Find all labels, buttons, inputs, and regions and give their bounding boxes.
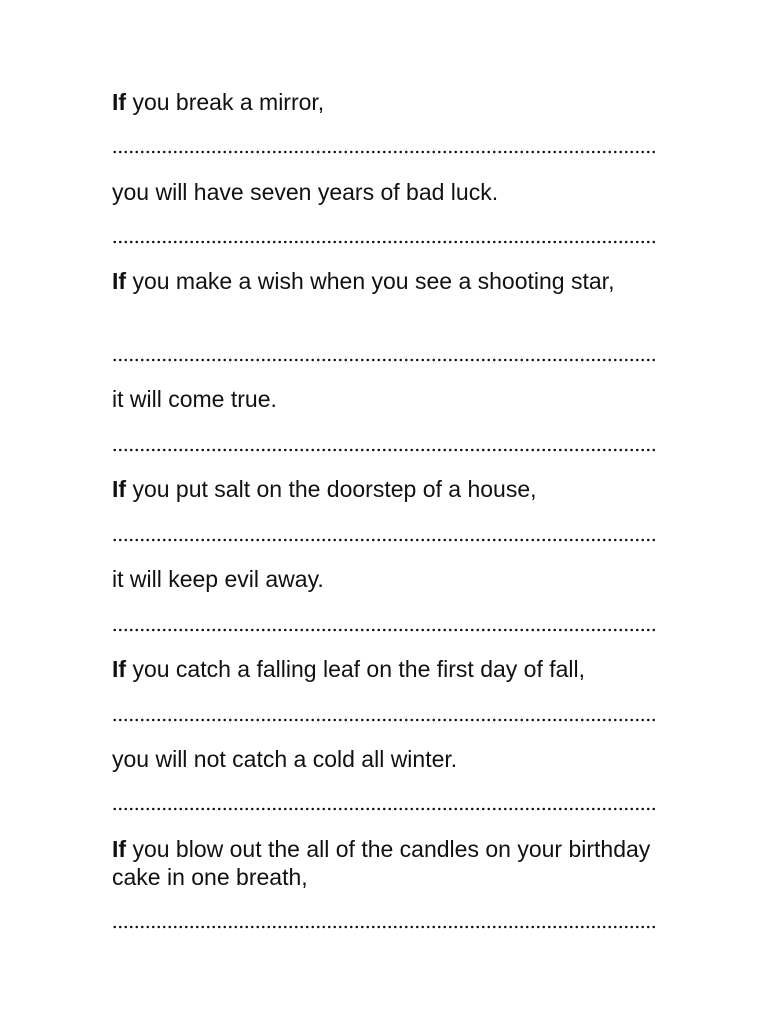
result-line-4: you will not catch a cold all winter. bbox=[112, 746, 458, 772]
if-keyword: If bbox=[112, 836, 127, 862]
condition-text-3: you put salt on the doorstep of a house, bbox=[126, 476, 537, 502]
condition-line-5 bbox=[112, 835, 657, 891]
if-keyword: If bbox=[112, 476, 127, 502]
condition-text-2: you make a wish when you see a shooting star, bbox=[126, 268, 615, 294]
answer-blank-9 bbox=[112, 925, 657, 929]
if-keyword: If bbox=[112, 89, 127, 115]
answer-blank-4 bbox=[112, 448, 657, 452]
condition-line-4 bbox=[112, 655, 657, 683]
condition-line-3 bbox=[112, 475, 657, 503]
answer-blank-1 bbox=[112, 150, 657, 154]
result-line-2: it will come true. bbox=[112, 386, 277, 412]
result-line-1: you will have seven years of bad luck. bbox=[112, 179, 499, 205]
answer-blank-6 bbox=[112, 628, 657, 632]
answer-blank-2 bbox=[112, 240, 657, 244]
condition-text-4: you catch a falling leaf on the first day of fall, bbox=[126, 656, 586, 682]
answer-blank-8 bbox=[112, 807, 657, 811]
answer-blank-7 bbox=[112, 718, 657, 722]
answer-blank-5 bbox=[112, 538, 657, 542]
if-keyword: If bbox=[112, 656, 127, 682]
answer-blank-3 bbox=[112, 358, 657, 362]
condition-line-2 bbox=[112, 267, 657, 295]
condition-line-1 bbox=[112, 88, 657, 116]
condition-text-1: you break a mirror, bbox=[126, 89, 325, 115]
condition-text-5: you blow out the all of the candles on your birthday cake in one breath, bbox=[112, 836, 651, 890]
result-line-3: it will keep evil away. bbox=[112, 566, 324, 592]
if-keyword: If bbox=[112, 268, 127, 294]
superstition-worksheet bbox=[112, 0, 672, 1024]
